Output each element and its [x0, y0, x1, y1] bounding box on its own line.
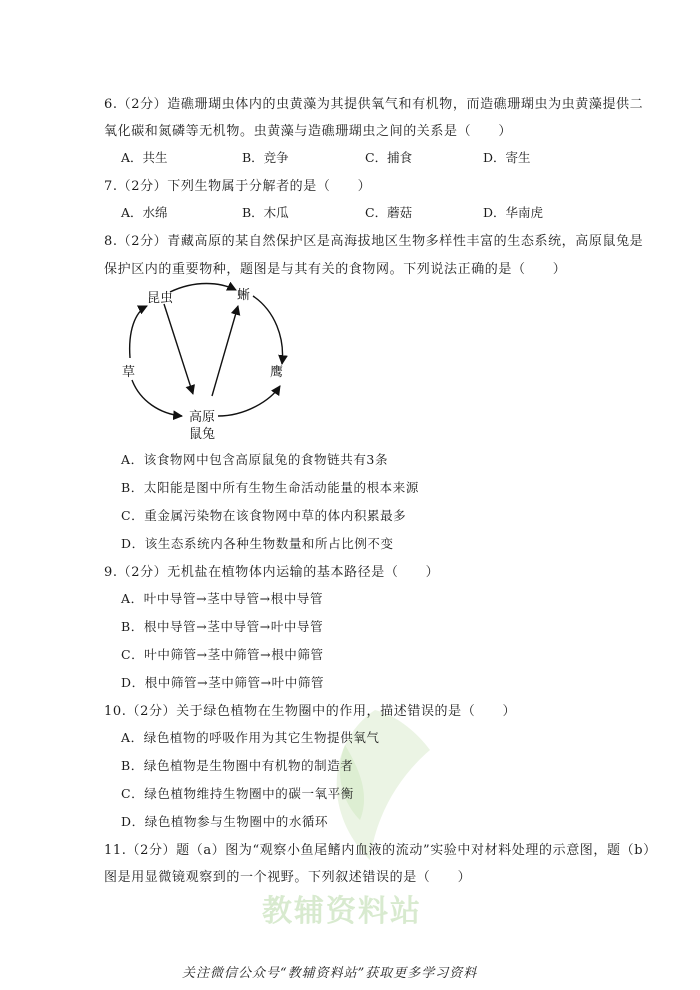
- q8-option-a[interactable]: A．该食物网中包含高原鼠兔的食物链共有3条: [121, 452, 389, 467]
- node-eagle: 鹰: [270, 365, 284, 380]
- watermark-text: 教辅资料站: [262, 894, 422, 929]
- q10-stem-line1: 10.（2分）关于绿色植物在生物圈中的作用，描述错误的是（ ）: [104, 704, 517, 719]
- q7-stem-line1: 7.（2分）下列生物属于分解者的是（ ）: [104, 179, 372, 194]
- node-pika-line2: 鼠兔: [189, 427, 216, 442]
- q10-option-d[interactable]: D．绿色植物参与生物圈中的水循环: [121, 814, 329, 829]
- page-footer: 关注微信公众号“教辅资料站”获取更多学习资料: [182, 966, 478, 981]
- q9-option-c[interactable]: C．叶中筛管→茎中筛管→根中筛管: [121, 647, 324, 662]
- q10-option-c[interactable]: C．绿色植物维持生物圈中的碳一氧平衡: [121, 786, 354, 801]
- node-pika-line1: 高原: [189, 410, 216, 425]
- q10-option-a[interactable]: A．绿色植物的呼吸作用为其它生物提供氧气: [121, 730, 380, 745]
- q9-stem-line1: 9.（2分）无机盐在植物体内运输的基本路径是（ ）: [104, 565, 440, 580]
- node-grass: 草: [122, 365, 136, 380]
- q8-option-b[interactable]: B．太阳能是图中所有生物生命活动能量的根本来源: [121, 480, 419, 495]
- q7-option-b[interactable]: B．木瓜: [242, 205, 289, 220]
- q6-option-a[interactable]: A．共生: [121, 150, 168, 165]
- arrow-insect-to-pika: [164, 304, 193, 394]
- q6-stem-line2: 氧化碳和氮磷等无机物。虫黄藻与造礁珊瑚虫之间的关系是（ ）: [104, 124, 513, 139]
- q7-option-c[interactable]: C．蘑菇: [365, 205, 413, 220]
- q11-stem-line1: 11.（2分）题（a）图为“观察小鱼尾鳍内血液的流动”实验中对材料处理的示意图，题（b）: [104, 843, 657, 858]
- arrow-grass-to-pika: [132, 380, 182, 416]
- q8-stem-line2: 保护区内的重要物种，题图是与其有关的食物网。下列说法正确的是（ ）: [104, 262, 567, 277]
- arrow-grass-to-insect: [130, 306, 147, 358]
- q6-option-c[interactable]: C．捕食: [365, 150, 413, 165]
- q11-stem-line2: 图是用显微镜观察到的一个视野。下列叙述错误的是（ ）: [104, 870, 472, 885]
- node-insect: 昆虫: [147, 291, 174, 306]
- q8-option-c[interactable]: C．重金属污染物在该食物网中草的体内积累最多: [121, 508, 407, 523]
- q7-option-d[interactable]: D．华南虎: [483, 205, 544, 220]
- q8-stem-line1: 8.（2分）青藏高原的某自然保护区是高海拔地区生物多样性丰富的生态系统，高原鼠兔是: [104, 234, 644, 249]
- arrow-insect-to-lizard: [170, 284, 236, 293]
- q9-option-a[interactable]: A．叶中导管→茎中导管→根中导管: [121, 591, 324, 606]
- arrow-lizard-to-eagle: [253, 296, 283, 364]
- q9-option-b[interactable]: B．根中导管→茎中导管→叶中导管: [121, 619, 324, 634]
- q9-option-d[interactable]: D．根中筛管→茎中筛管→叶中筛管: [121, 675, 325, 690]
- q6-option-d[interactable]: D．寄生: [483, 150, 531, 165]
- q6-stem-line1: 6.（2分）造礁珊瑚虫体内的虫黄藻为其提供氧气和有机物，而造礁珊瑚虫为虫黄藻提供二: [104, 97, 644, 112]
- arrow-pika-to-eagle: [218, 386, 280, 416]
- food-web-diagram: [110, 276, 310, 446]
- q7-option-a[interactable]: A．水绵: [121, 205, 168, 220]
- q8-option-d[interactable]: D．该生态系统内各种生物数量和所占比例不变: [121, 536, 394, 551]
- node-lizard: 蜥: [237, 288, 251, 303]
- q10-option-b[interactable]: B．绿色植物是生物圈中有机物的制造者: [121, 758, 354, 773]
- q6-option-b[interactable]: B．竞争: [242, 150, 289, 165]
- arrow-pika-to-lizard: [212, 306, 238, 396]
